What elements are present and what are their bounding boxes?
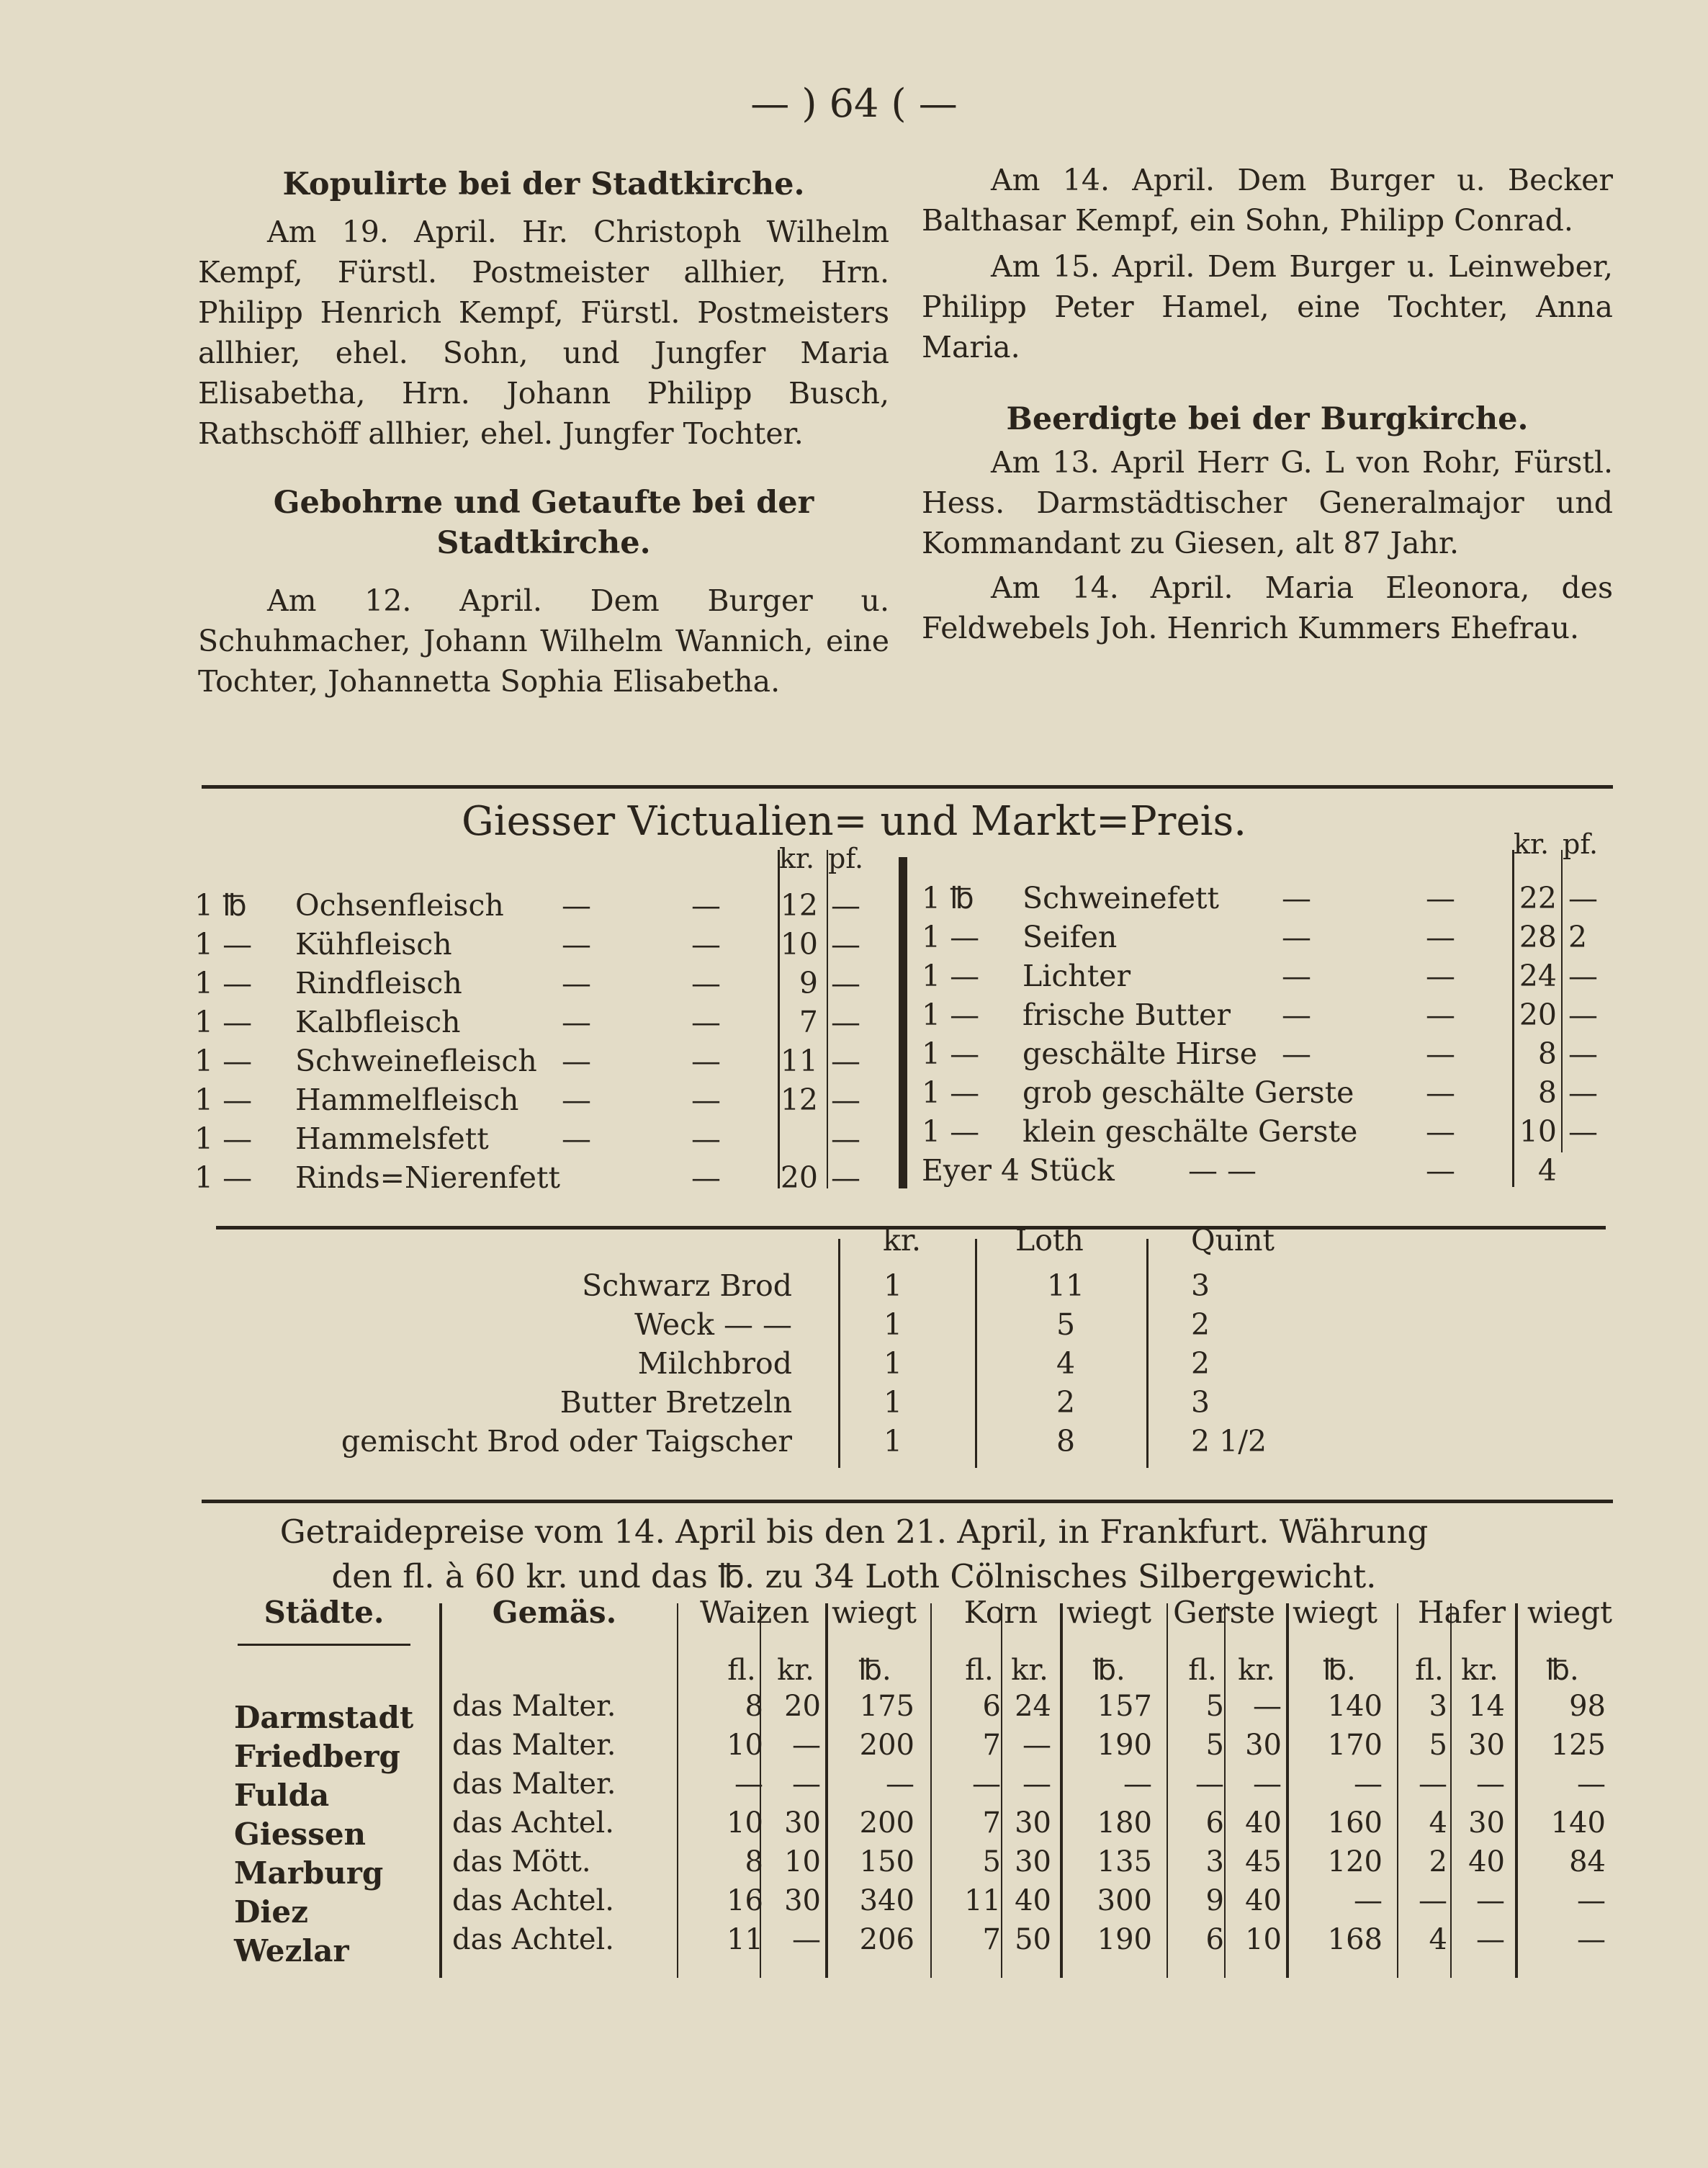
item-quantity: 1 — xyxy=(194,1083,253,1117)
price-pf: — xyxy=(831,966,860,1000)
item-quantity: 1 — xyxy=(922,1075,980,1110)
price-kr: 10 xyxy=(780,927,818,962)
grain-city: Marburg xyxy=(234,1855,384,1891)
grain-value: 30 xyxy=(1468,1729,1505,1762)
grain-value: 7 xyxy=(982,1806,1001,1840)
market-right-pf-header: pf. xyxy=(1563,828,1599,860)
item-quantity: 1 — xyxy=(922,1114,980,1149)
price-pf: — xyxy=(831,1083,860,1117)
bread-quint: 3 xyxy=(1191,1385,1210,1420)
grain-column-rule xyxy=(1450,1603,1452,1978)
bread-rule-1 xyxy=(838,1239,840,1468)
item-quantity: 1 — xyxy=(922,1036,980,1071)
grain-value: 98 xyxy=(1569,1690,1606,1723)
grain-value: 200 xyxy=(859,1806,914,1840)
item-name: frische Butter xyxy=(1022,998,1231,1032)
grain-measure: das Achtel. xyxy=(452,1806,614,1840)
grain-value: 14 xyxy=(1468,1690,1505,1723)
grain-header: Städte. xyxy=(264,1595,385,1630)
grain-subheader: ℔. xyxy=(1546,1654,1579,1687)
grain-subheader: ℔. xyxy=(858,1654,891,1687)
dash: — xyxy=(691,888,721,923)
bread-loth: 2 xyxy=(1056,1385,1076,1420)
grain-measure: das Achtel. xyxy=(452,1884,614,1917)
item-quantity: 1 ℔ xyxy=(194,888,247,923)
grain-subheader: kr. xyxy=(1011,1654,1048,1687)
beerdigte-heading: Beerdigte bei der Burgkirche. xyxy=(1006,401,1529,437)
dash: — xyxy=(1426,998,1455,1032)
grain-value: 4 xyxy=(1429,1923,1447,1956)
bread-kr: 1 xyxy=(883,1307,903,1342)
dash: — xyxy=(562,1121,591,1156)
grain-value: 3 xyxy=(1429,1690,1447,1723)
grain-value: — xyxy=(1577,1923,1606,1956)
grain-value: — xyxy=(1476,1768,1505,1801)
bread-kr: 1 xyxy=(883,1385,903,1420)
grain-subheader: fl. xyxy=(727,1654,756,1687)
price-kr: 9 xyxy=(799,966,818,1000)
page-number: — ) 64 ( — xyxy=(750,81,958,126)
grain-city: Fulda xyxy=(234,1778,330,1813)
grain-value: 168 xyxy=(1327,1923,1383,1956)
market-right-row xyxy=(922,1151,1620,1190)
birth-entry-1: Am 14. April. Dem Burger u. Becker Balthasar Kempf, ein Sohn, Philipp Conrad. xyxy=(922,163,1613,238)
grain-value: — xyxy=(792,1729,821,1762)
grain-value: 45 xyxy=(1245,1845,1282,1878)
bread-quint: 2 1/2 xyxy=(1191,1424,1267,1459)
gebohrne-heading: Gebohrne und Getaufte bei der Stadtkirche. xyxy=(273,485,814,561)
item-name: Schweinefleisch xyxy=(295,1044,537,1078)
price-kr: 12 xyxy=(780,1083,818,1117)
grain-column-rule xyxy=(1060,1603,1063,1978)
grain-value: — xyxy=(1022,1729,1051,1762)
grain-value: 40 xyxy=(1245,1806,1282,1840)
grain-header: Gemäs. xyxy=(492,1595,617,1630)
bread-kr: 1 xyxy=(883,1268,903,1303)
item-name: Kalbfleisch xyxy=(295,1005,461,1039)
grain-value: 11 xyxy=(964,1884,1001,1917)
grain-subheader: ℔. xyxy=(1323,1654,1356,1687)
grain-value: — xyxy=(792,1923,821,1956)
grain-column-rule xyxy=(677,1603,678,1978)
item-name: Hammelfleisch xyxy=(295,1083,519,1117)
grain-value: 5 xyxy=(982,1845,1001,1878)
grain-header: Korn xyxy=(963,1595,1038,1630)
item-quantity: 1 — xyxy=(922,959,980,993)
market-left-row xyxy=(194,1158,886,1197)
burial-entry-1: Am 13. April Herr G. L von Rohr, Fürstl. Hess. Darmstädtischer Generalmajor und Kommandant zu Giesen, alt 87 Jahr. xyxy=(922,445,1613,560)
price-kr: 24 xyxy=(1519,959,1557,993)
grain-value: 206 xyxy=(859,1923,914,1956)
market-right-row xyxy=(922,1073,1620,1112)
price-pf: 2 xyxy=(1568,920,1588,954)
grain-value: — xyxy=(1022,1768,1051,1801)
grain-subheader: kr. xyxy=(1238,1654,1275,1687)
grain-measure: das Malter. xyxy=(452,1768,616,1801)
price-kr: 8 xyxy=(1537,1075,1557,1110)
grain-title-line-2: den fl. à 60 kr. und das ℔. zu 34 Loth Cölnisches Silbergewicht. xyxy=(331,1557,1377,1595)
market-left-row xyxy=(194,964,886,1003)
dash: — xyxy=(562,927,591,962)
grain-value: 84 xyxy=(1569,1845,1606,1878)
bread-name: Weck — — xyxy=(634,1307,792,1342)
grain-value: 40 xyxy=(1245,1884,1282,1917)
grain-column-rule xyxy=(1397,1603,1398,1978)
grain-column-rule xyxy=(1167,1603,1168,1978)
grain-value: — xyxy=(1419,1768,1447,1801)
bread-quint-header: Quint xyxy=(1191,1223,1275,1258)
dash: — xyxy=(1426,1153,1455,1188)
grain-value: 4 xyxy=(1429,1806,1447,1840)
grain-header: Hafer xyxy=(1417,1595,1506,1630)
bread-kr: 1 xyxy=(883,1346,903,1381)
grain-value: 190 xyxy=(1097,1729,1152,1762)
price-pf: — xyxy=(831,927,860,962)
dash: — xyxy=(1426,1036,1455,1071)
grain-value: 30 xyxy=(784,1806,821,1840)
grain-value: 20 xyxy=(784,1690,821,1723)
grain-column-rule xyxy=(439,1603,442,1978)
bread-quint: 2 xyxy=(1191,1307,1210,1342)
dash: — xyxy=(691,1044,721,1078)
price-kr: 20 xyxy=(1519,998,1557,1032)
market-left-row xyxy=(194,1042,886,1080)
grain-column-rule xyxy=(1001,1603,1002,1978)
grain-value: 135 xyxy=(1097,1845,1152,1878)
grain-value: 3 xyxy=(1205,1845,1224,1878)
grain-subheader: kr. xyxy=(1461,1654,1498,1687)
item-name: Rindfleisch xyxy=(295,966,462,1000)
market-right-table xyxy=(922,828,1627,1203)
price-kr: 7 xyxy=(799,1005,818,1039)
grain-value: 7 xyxy=(982,1729,1001,1762)
dash: — xyxy=(691,1160,721,1195)
item-quantity: 1 — xyxy=(194,1044,253,1078)
grain-value: 24 xyxy=(1015,1690,1051,1723)
item-quantity: 1 — xyxy=(194,966,253,1000)
bread-loth: 8 xyxy=(1056,1424,1076,1459)
grain-value: — xyxy=(1123,1768,1152,1801)
price-kr: 11 xyxy=(780,1044,818,1078)
dash: — xyxy=(691,927,721,962)
grain-header: Waizen xyxy=(699,1595,810,1630)
market-title: Giesser Victualien= und Markt=Preis. xyxy=(461,798,1247,845)
dash: — xyxy=(1426,959,1455,993)
price-pf: — xyxy=(831,1121,860,1156)
grain-value: 160 xyxy=(1327,1806,1383,1840)
grain-column-rule xyxy=(1286,1603,1289,1978)
market-right-row xyxy=(922,879,1620,918)
dash: — — xyxy=(1188,1153,1257,1188)
bread-loth: 11 xyxy=(1046,1268,1085,1303)
grain-value: 30 xyxy=(784,1884,821,1917)
price-pf: — xyxy=(1568,998,1598,1032)
burial-entry-2: Am 14. April. Maria Eleonora, des Feldwebels Joh. Henrich Kummers Ehefrau. xyxy=(922,570,1613,645)
grain-value: — xyxy=(886,1768,914,1801)
grain-value: 6 xyxy=(982,1690,1001,1723)
grain-header: Gerste xyxy=(1173,1595,1275,1630)
dash: — xyxy=(1426,920,1455,954)
grain-value: 10 xyxy=(727,1806,763,1840)
grain-subheader: fl. xyxy=(965,1654,994,1687)
grain-value: 300 xyxy=(1097,1884,1152,1917)
grain-column-rule xyxy=(1515,1603,1518,1978)
price-pf: — xyxy=(1568,881,1598,915)
grain-value: — xyxy=(1577,1768,1606,1801)
price-kr: 28 xyxy=(1519,920,1557,954)
kopulirte-heading: Kopulirte bei der Stadtkirche. xyxy=(282,166,805,202)
grain-value: — xyxy=(972,1768,1001,1801)
grain-column-rule xyxy=(1224,1603,1226,1978)
grain-value: — xyxy=(1419,1884,1447,1917)
item-quantity: 1 — xyxy=(194,1005,253,1039)
item-name: Lichter xyxy=(1022,959,1131,993)
item-name: Schweinefett xyxy=(1022,881,1219,915)
kopulirte-text: Am 19. April. Hr. Christoph Wilhelm Kempf, Fürstl. Postmeister allhier, Hrn. Philipp Henrich Kempf, Fürstl. Postmeisters allhier, ehel. Sohn, und Jungfer Maria Elisabetha, Hrn. Johann Philipp Busch, Rathschöff allhier, ehel. Jungfer Tochter. xyxy=(198,215,889,451)
birth-entry-2: Am 15. April. Dem Burger u. Leinweber, Philipp Peter Hamel, eine Tochter, Anna Maria. xyxy=(922,249,1613,364)
dash: — xyxy=(691,966,721,1000)
bread-kr-header: kr. xyxy=(883,1223,921,1258)
item-name: Rinds=Nierenfett xyxy=(295,1160,560,1195)
dash: — xyxy=(691,1083,721,1117)
grain-subheader: fl. xyxy=(1188,1654,1217,1687)
grain-value: 16 xyxy=(727,1884,763,1917)
bread-bottom-rule xyxy=(202,1500,1613,1503)
grain-value: 140 xyxy=(1327,1690,1383,1723)
market-left-kr-header: kr. xyxy=(779,843,815,874)
price-kr: 20 xyxy=(780,1160,818,1195)
grain-city: Wezlar xyxy=(234,1933,349,1968)
grain-value: — xyxy=(1354,1884,1383,1917)
dash: — xyxy=(1426,1075,1455,1110)
grain-value: — xyxy=(1476,1923,1505,1956)
left-column xyxy=(198,164,889,702)
price-pf: — xyxy=(831,1005,860,1039)
grain-value: 11 xyxy=(727,1923,763,1956)
grain-measure: das Achtel. xyxy=(452,1923,614,1956)
price-pf: — xyxy=(831,888,860,923)
item-quantity: 1 — xyxy=(194,1160,253,1195)
grain-value: 8 xyxy=(745,1845,763,1878)
price-pf: — xyxy=(1568,1036,1598,1071)
price-pf: — xyxy=(1568,1114,1598,1149)
price-kr: 8 xyxy=(1537,1036,1557,1071)
grain-value: 340 xyxy=(859,1884,914,1917)
grain-city: Diez xyxy=(234,1894,308,1930)
dash: — xyxy=(691,1121,721,1156)
grain-subheader: fl. xyxy=(1415,1654,1444,1687)
grain-header-rule xyxy=(238,1644,410,1646)
item-name: Eyer 4 Stück xyxy=(922,1153,1115,1188)
bread-table xyxy=(0,1217,1708,1477)
grain-subheader: kr. xyxy=(777,1654,814,1687)
price-pf: — xyxy=(831,1044,860,1078)
dash: — xyxy=(1426,1114,1455,1149)
grain-value: — xyxy=(734,1768,763,1801)
grain-value: 10 xyxy=(1245,1923,1282,1956)
grain-value: 10 xyxy=(784,1845,821,1878)
grain-header: wiegt xyxy=(1292,1595,1377,1630)
market-right-row xyxy=(922,995,1620,1034)
market-center-bar xyxy=(899,857,907,1188)
item-name: Seifen xyxy=(1022,920,1118,954)
dash: — xyxy=(562,888,591,923)
grain-value: 180 xyxy=(1097,1806,1152,1840)
item-quantity: 1 — xyxy=(922,998,980,1032)
market-left-row xyxy=(194,1119,886,1158)
grain-value: 190 xyxy=(1097,1923,1152,1956)
market-left-row xyxy=(194,886,886,925)
grain-value: 200 xyxy=(859,1729,914,1762)
grain-value: 30 xyxy=(1015,1806,1051,1840)
bread-loth: 4 xyxy=(1056,1346,1076,1381)
grain-measure: das Malter. xyxy=(452,1690,616,1723)
bread-name: Butter Bretzeln xyxy=(559,1385,792,1420)
item-name: grob geschälte Gerste xyxy=(1022,1075,1354,1110)
price-kr: 22 xyxy=(1519,881,1557,915)
grain-value: 7 xyxy=(982,1923,1001,1956)
grain-measure: das Malter. xyxy=(452,1729,616,1762)
price-pf: — xyxy=(1568,959,1598,993)
item-name: klein geschälte Gerste xyxy=(1022,1114,1358,1149)
bread-rule-3 xyxy=(1146,1239,1149,1468)
price-pf: — xyxy=(831,1160,860,1195)
bread-quint: 2 xyxy=(1191,1346,1210,1381)
item-name: geschälte Hirse xyxy=(1022,1036,1258,1071)
grain-value: 140 xyxy=(1550,1806,1606,1840)
grain-header: wiegt xyxy=(1066,1595,1151,1630)
bread-rule-2 xyxy=(975,1239,977,1468)
market-right-row xyxy=(922,957,1620,995)
bread-loth-header: Loth xyxy=(1015,1223,1084,1258)
market-left-row xyxy=(194,1080,886,1119)
grain-value: 5 xyxy=(1205,1729,1224,1762)
grain-value: 125 xyxy=(1550,1729,1606,1762)
dash: — xyxy=(1426,881,1455,915)
grain-value: 9 xyxy=(1205,1884,1224,1917)
bread-name: Schwarz Brod xyxy=(582,1268,792,1303)
grain-value: — xyxy=(1195,1768,1224,1801)
price-kr: 12 xyxy=(780,888,818,923)
bread-name: gemischt Brod oder Taigscher xyxy=(341,1424,792,1459)
market-right-row xyxy=(922,1112,1620,1151)
grain-value: 175 xyxy=(859,1690,914,1723)
item-name: Ochsenfleisch xyxy=(295,888,504,923)
market-right-row xyxy=(922,1034,1620,1073)
grain-value: 30 xyxy=(1015,1845,1051,1878)
price-kr: 10 xyxy=(1519,1114,1557,1149)
bread-loth: 5 xyxy=(1056,1307,1076,1342)
grain-value: 120 xyxy=(1327,1845,1383,1878)
grain-value: 5 xyxy=(1429,1729,1447,1762)
dash: — xyxy=(1282,959,1311,993)
grain-header: wiegt xyxy=(831,1595,917,1630)
market-left-row xyxy=(194,925,886,964)
grain-title-line-1: Getraidepreise vom 14. April bis den 21. April, in Frankfurt. Währung xyxy=(279,1513,1429,1551)
price-pf: — xyxy=(1568,1075,1598,1110)
grain-value: 8 xyxy=(745,1690,763,1723)
grain-value: — xyxy=(1253,1768,1282,1801)
dash: — xyxy=(1282,998,1311,1032)
grain-column-rule xyxy=(825,1603,828,1978)
item-quantity: 1 — xyxy=(922,920,980,954)
grain-value: 10 xyxy=(727,1729,763,1762)
item-quantity: 1 — xyxy=(194,1121,253,1156)
grain-value: 40 xyxy=(1468,1845,1505,1878)
market-right-kr-header: kr. xyxy=(1514,828,1550,860)
dash: — xyxy=(562,1005,591,1039)
right-column xyxy=(922,160,1613,648)
grain-value: — xyxy=(1577,1884,1606,1917)
grain-subheader: ℔. xyxy=(1092,1654,1125,1687)
item-quantity: 1 — xyxy=(194,927,253,962)
grain-value: 40 xyxy=(1015,1884,1051,1917)
grain-value: 6 xyxy=(1205,1806,1224,1840)
grain-value: — xyxy=(1476,1884,1505,1917)
bread-name: Milchbrod xyxy=(637,1346,792,1381)
market-right-row xyxy=(922,918,1620,957)
price-kr: 4 xyxy=(1537,1153,1557,1188)
grain-value: 6 xyxy=(1205,1923,1224,1956)
grain-value: 5 xyxy=(1205,1690,1224,1723)
market-left-pf-header: pf. xyxy=(828,843,864,874)
dash: — xyxy=(1282,881,1311,915)
grain-column-rule xyxy=(930,1603,932,1978)
grain-value: 50 xyxy=(1015,1923,1051,1956)
gebohrne-text: Am 12. April. Dem Burger u. Schuhmacher, Johann Wilhelm Wannich, eine Tochter, Johannetta Sophia Elisabetha. xyxy=(198,583,889,699)
dash: — xyxy=(691,1005,721,1039)
divider-rule xyxy=(202,785,1613,789)
grain-header: wiegt xyxy=(1527,1595,1612,1630)
dash: — xyxy=(562,1083,591,1117)
grain-value: 30 xyxy=(1245,1729,1282,1762)
dash: — xyxy=(562,966,591,1000)
bread-quint: 3 xyxy=(1191,1268,1210,1303)
dash: — xyxy=(1282,920,1311,954)
grain-value: 2 xyxy=(1429,1845,1447,1878)
grain-city: Friedberg xyxy=(234,1739,400,1774)
item-quantity: 1 ℔ xyxy=(922,881,974,915)
grain-city: Darmstadt xyxy=(234,1700,414,1735)
item-name: Kühfleisch xyxy=(295,927,452,962)
bread-kr: 1 xyxy=(883,1424,903,1459)
grain-value: 157 xyxy=(1097,1690,1152,1723)
grain-value: — xyxy=(792,1768,821,1801)
grain-value: — xyxy=(1354,1768,1383,1801)
dash: — xyxy=(1282,1036,1311,1071)
grain-column-rule xyxy=(760,1603,761,1978)
grain-value: 150 xyxy=(859,1845,914,1878)
market-left-row xyxy=(194,1003,886,1042)
dash: — xyxy=(562,1044,591,1078)
grain-measure: das Mött. xyxy=(452,1845,591,1878)
grain-value: 170 xyxy=(1327,1729,1383,1762)
grain-city: Giessen xyxy=(234,1817,367,1852)
grain-value: — xyxy=(1253,1690,1282,1723)
item-name: Hammelsfett xyxy=(295,1121,489,1156)
market-left-table xyxy=(194,843,914,1203)
grain-value: 30 xyxy=(1468,1806,1505,1840)
